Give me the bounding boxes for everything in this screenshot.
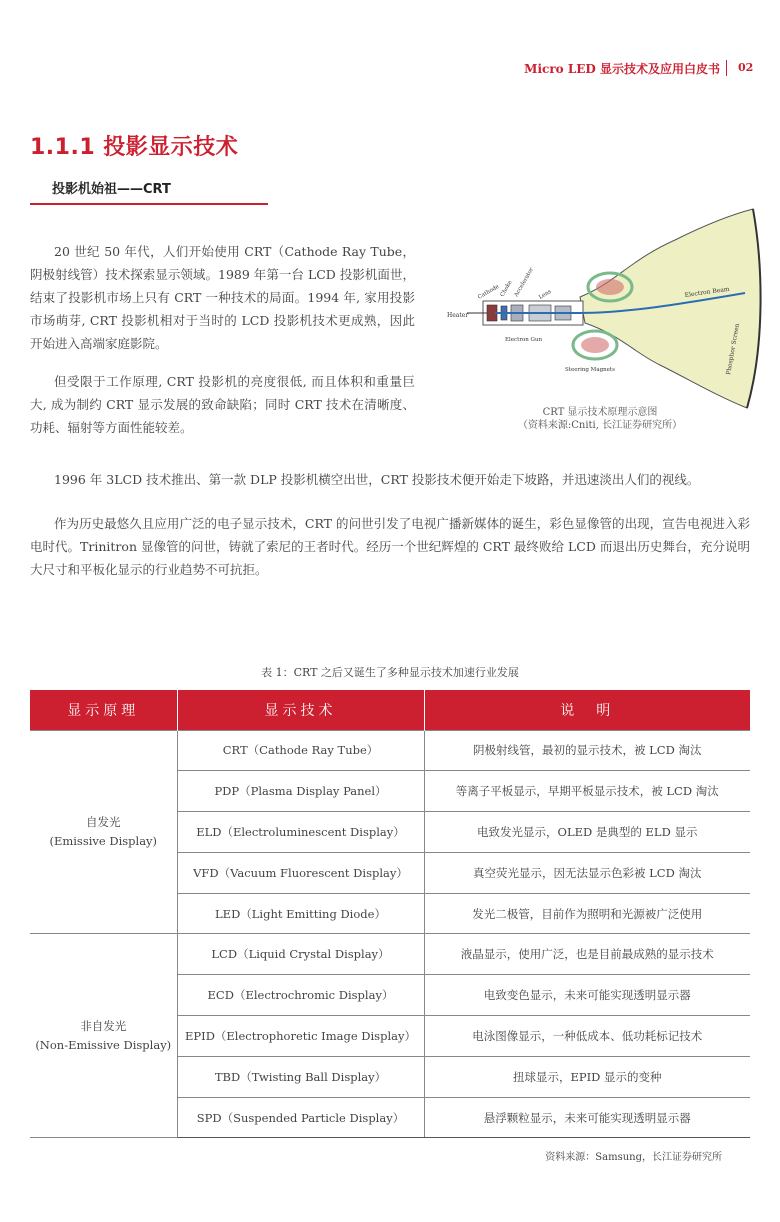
category-non-emissive: [30, 934, 177, 1138]
figure-caption: [445, 406, 755, 432]
label-heater: Heater: [447, 312, 469, 319]
tech-cell: ELD（Electroluminescent Display）: [177, 812, 424, 853]
category-label-en: (Non-Emissive Display): [35, 1037, 172, 1052]
tech-cell: CRT（Cathode Ray Tube）: [177, 730, 424, 771]
label-electron-beam: Electron Beam: [684, 285, 730, 299]
header-principle: 显示原理: [30, 690, 177, 730]
desc-cell: 阴极射线管，最初的显示技术，被 LCD 淘汰: [424, 730, 750, 771]
subsection-title: 投影机始祖——CRT: [52, 182, 171, 197]
display-tech-table: [30, 690, 750, 1138]
label-steering-magnets: Steering Magnets: [565, 367, 615, 373]
figure-caption-title: CRT 显示技术原理示意图: [542, 407, 658, 418]
steering-magnet-top-core: [596, 279, 624, 295]
desc-cell: 真空荧光显示，因无法显示色彩被 LCD 淘汰: [424, 852, 750, 893]
subtitle-underline: [30, 203, 268, 205]
label-accelerator: Accelerator: [513, 266, 535, 298]
header-description: 说 明: [424, 690, 750, 730]
paragraph-1: 20 世纪 50 年代，人们开始使用 CRT（Cathode Ray Tube，阴极射线管）技术探索显示领域。1989 年第一台 LCD 投影机面世，结束了投影机市场上只有 CRT 一种技术的局面。1994 年, 家用投影市场萌芽, CRT 投影机相对于当时的 LCD 投影机技术更成熟，因此开始进入高端家庭影院。: [30, 244, 415, 351]
table-header-row: [30, 690, 750, 730]
table-source: 资料来源：Samsung，长江证券研究所: [545, 1152, 722, 1163]
tech-cell: LED（Light Emitting Diode）: [177, 893, 424, 934]
header-technology: 显示技术: [177, 690, 424, 730]
crt-diagram-svg: [445, 205, 765, 410]
table-caption: 表 1：CRT 之后又诞生了多种显示技术加速行业发展: [261, 666, 519, 679]
desc-cell: 悬浮颗粒显示，未来可能实现透明显示器: [424, 1097, 750, 1138]
crt-funnel: [580, 209, 761, 408]
desc-cell: 电致变色显示，未来可能实现透明显示器: [424, 975, 750, 1016]
desc-cell: 发光二极管，目前作为照明和光源被广泛使用: [424, 893, 750, 934]
figure-caption-source: （资料来源:Cniti, 长江证券研究所）: [517, 420, 683, 431]
label-cathode: Cathode: [477, 283, 501, 301]
desc-cell: 等离子平板显示，早期平板显示技术，被 LCD 淘汰: [424, 771, 750, 812]
page-number: 02: [738, 61, 754, 74]
table-row: [30, 730, 750, 771]
header-divider: [726, 60, 727, 76]
label-electron-gun: Electron Gun: [505, 337, 543, 343]
crt-diagram: [445, 205, 765, 410]
paragraph-4: 作为历史最悠久且应用广泛的电子显示技术，CRT 的问世引发了电视广播新媒体的诞生，彩色显像管的出现，宣告电视进入彩电时代。Trinitron 显像管的问世，铸就了索尼的王者时代。经历一个世纪辉煌的 CRT 最终败给 LCD 而退出历史舞台，充分说明大尺寸和平板化显示的行业趋势不可抗拒。: [30, 516, 750, 577]
label-choke: Choke: [499, 279, 514, 298]
section-title: 1.1.1 投影显示技术: [30, 135, 239, 160]
steering-magnet-bottom-core: [581, 337, 609, 353]
desc-cell: 电致发光显示，OLED 是典型的 ELD 显示: [424, 812, 750, 853]
tech-cell: LCD（Liquid Crystal Display）: [177, 934, 424, 975]
page-header: [0, 56, 780, 80]
table-row: [30, 934, 750, 975]
paragraph-3: 1996 年 3LCD 技术推出、第一款 DLP 投影机横空出世，CRT 投影技术便开始走下坡路，并迅速淡出人们的视线。: [54, 472, 700, 487]
category-label: 非自发光: [80, 1018, 127, 1033]
paragraph-2: 但受限于工作原理, CRT 投影机的亮度很低, 而且体积和重量巨大, 成为制约 CRT 显示发展的致命缺陷；同时 CRT 技术在清晰度、功耗、辐射等方面性能较差。: [30, 374, 415, 435]
tech-cell: EPID（Electrophoretic Image Display）: [177, 1016, 424, 1057]
category-label: 自发光: [86, 814, 121, 829]
desc-cell: 扭球显示，EPID 显示的变种: [424, 1056, 750, 1097]
tech-cell: VFD（Vacuum Fluorescent Display）: [177, 852, 424, 893]
tech-cell: SPD（Suspended Particle Display）: [177, 1097, 424, 1138]
tech-cell: TBD（Twisting Ball Display）: [177, 1056, 424, 1097]
category-emissive: [30, 730, 177, 934]
label-phosphor-screen: Phosphor Screen: [725, 322, 741, 376]
desc-cell: 电泳图像显示，一种低成本、低功耗标记技术: [424, 1016, 750, 1057]
category-label-en: (Emissive Display): [49, 833, 158, 848]
tech-cell: ECD（Electrochromic Display）: [177, 975, 424, 1016]
label-lens: Lens: [538, 288, 553, 301]
tech-cell: PDP（Plasma Display Panel）: [177, 771, 424, 812]
document-title: Micro LED 显示技术及应用白皮书: [524, 62, 720, 76]
desc-cell: 液晶显示，使用广泛，也是目前最成熟的显示技术: [424, 934, 750, 975]
